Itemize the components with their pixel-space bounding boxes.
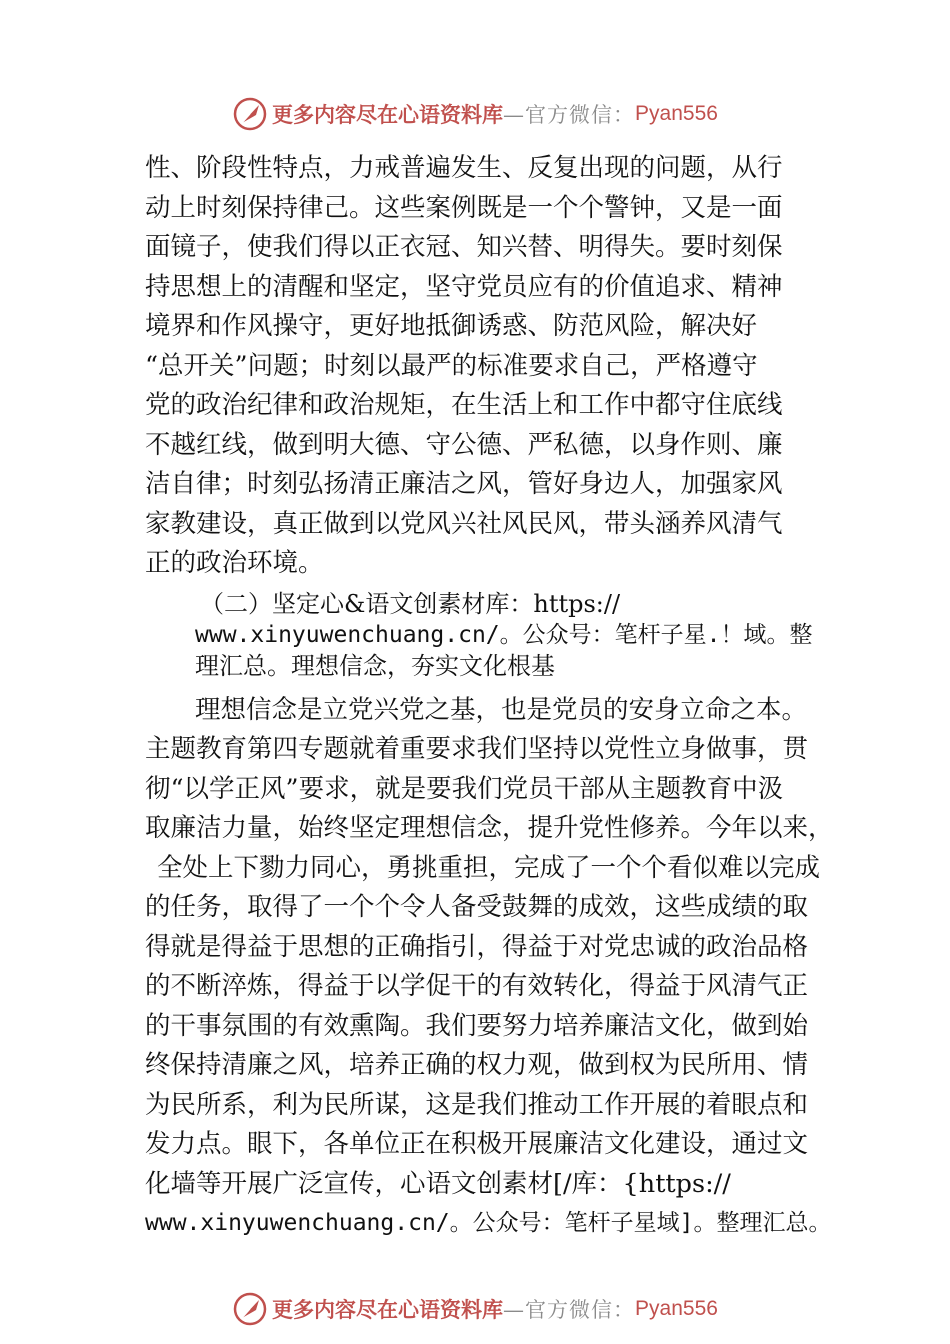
paragraph-line: 性、阶段性特点，力戒普遍发生、反复出现的问题，从行 bbox=[145, 153, 783, 183]
banner-title: 更多内容尽在心语资料库 bbox=[272, 102, 504, 127]
paragraph-line: 化墙等开展广泛宣传，心语文创素材[/库：{https:// bbox=[145, 1169, 731, 1199]
paragraph-line: 彻“以学正风”要求，就是要我们党员干部从主题教育中汲 bbox=[145, 774, 784, 804]
paragraph-line: 的不断淬炼，得益于以学促干的有效转化，得益于风清气正 bbox=[145, 971, 809, 1001]
footer-banner bbox=[0, 1289, 950, 1329]
banner-title: 更多内容尽在心语资料库 bbox=[272, 1297, 504, 1322]
paragraph-line: 动上时刻保持律己。这些案例既是一个个警钟，又是一面 bbox=[145, 193, 783, 223]
paragraph-line: 正的政治环境。 bbox=[145, 548, 324, 578]
banner-wechat-id: Pyan556 bbox=[635, 1297, 718, 1320]
paragraph-line: 主题教育第四专题就着重要求我们坚持以党性立身做事，贯 bbox=[145, 734, 809, 764]
paragraph-line: 不越红线，做到明大德、守公德、严私德，以身作则、廉 bbox=[145, 430, 783, 460]
quill-logo-icon bbox=[232, 96, 268, 132]
paragraph-line: www.xinyuwenchuang.cn/。公众号：笔杆子星域]。整理汇总。 bbox=[145, 1210, 832, 1236]
paragraph-line: 家教建设，真正做到以党风兴社风民风，带头涵养风清气 bbox=[145, 509, 783, 539]
paragraph-line: 的任务，取得了一个个令人备受鼓舞的成效，这些成绩的取 bbox=[145, 892, 809, 922]
paragraph-line: 理想信念是立党兴党之基，也是党员的安身立命之本。 bbox=[195, 695, 808, 725]
banner-wechat-id: Pyan556 bbox=[635, 102, 718, 125]
paragraph-line: 发力点。眼下，各单位正在积极开展廉洁文化建设，通过文 bbox=[145, 1129, 809, 1159]
section-heading-line: （二）坚定心&语文创素材库：https:// bbox=[200, 590, 621, 618]
paragraph-line: 面镜子，使我们得以正衣冠、知兴替、明得失。要时刻保 bbox=[145, 232, 783, 262]
header-banner bbox=[0, 94, 950, 134]
paragraph-line: 为民所系，利为民所谋，这是我们推动工作开展的着眼点和 bbox=[145, 1090, 809, 1120]
quill-logo-icon bbox=[232, 1291, 268, 1327]
paragraph-line: 全处上下勠力同心，勇挑重担，完成了一个个看似难以完成 bbox=[157, 853, 821, 883]
banner-wechat-label: —官方微信： bbox=[503, 1298, 636, 1322]
paragraph-line: 持思想上的清醒和坚定，坚守党员应有的价值追求、精神 bbox=[145, 272, 783, 302]
paragraph-line: 境界和作风操守，更好地抵御诱惑、防范风险，解决好 bbox=[145, 311, 758, 341]
paragraph-line: 的干事氛围的有效熏陶。我们要努力培养廉洁文化，做到始 bbox=[145, 1011, 809, 1041]
banner-wechat-label: —官方微信： bbox=[503, 103, 636, 127]
section-heading-line: www.xinyuwenchuang.cn/。公众号：笔杆子星.！域。整 bbox=[195, 622, 813, 648]
paragraph-line: 得就是得益于思想的正确指引，得益于对党忠诚的政治品格 bbox=[145, 932, 809, 962]
paragraph-line: 洁自律；时刻弘扬清正廉洁之风，管好身边人，加强家风 bbox=[145, 469, 783, 499]
paragraph-line: 党的政治纪律和政治规矩，在生活上和工作中都守住底线 bbox=[145, 390, 783, 420]
paragraph-line: “总开关”问题；时刻以最严的标准要求自己，严格遵守 bbox=[145, 351, 758, 381]
section-heading-line: 理汇总。理想信念，夯实文化根基 bbox=[195, 652, 555, 680]
paragraph-line: 终保持清廉之风，培养正确的权力观，做到权为民所用、情 bbox=[145, 1050, 809, 1080]
paragraph-line: 取廉洁力量，始终坚定理想信念，提升党性修养。今年以来， bbox=[145, 813, 834, 843]
